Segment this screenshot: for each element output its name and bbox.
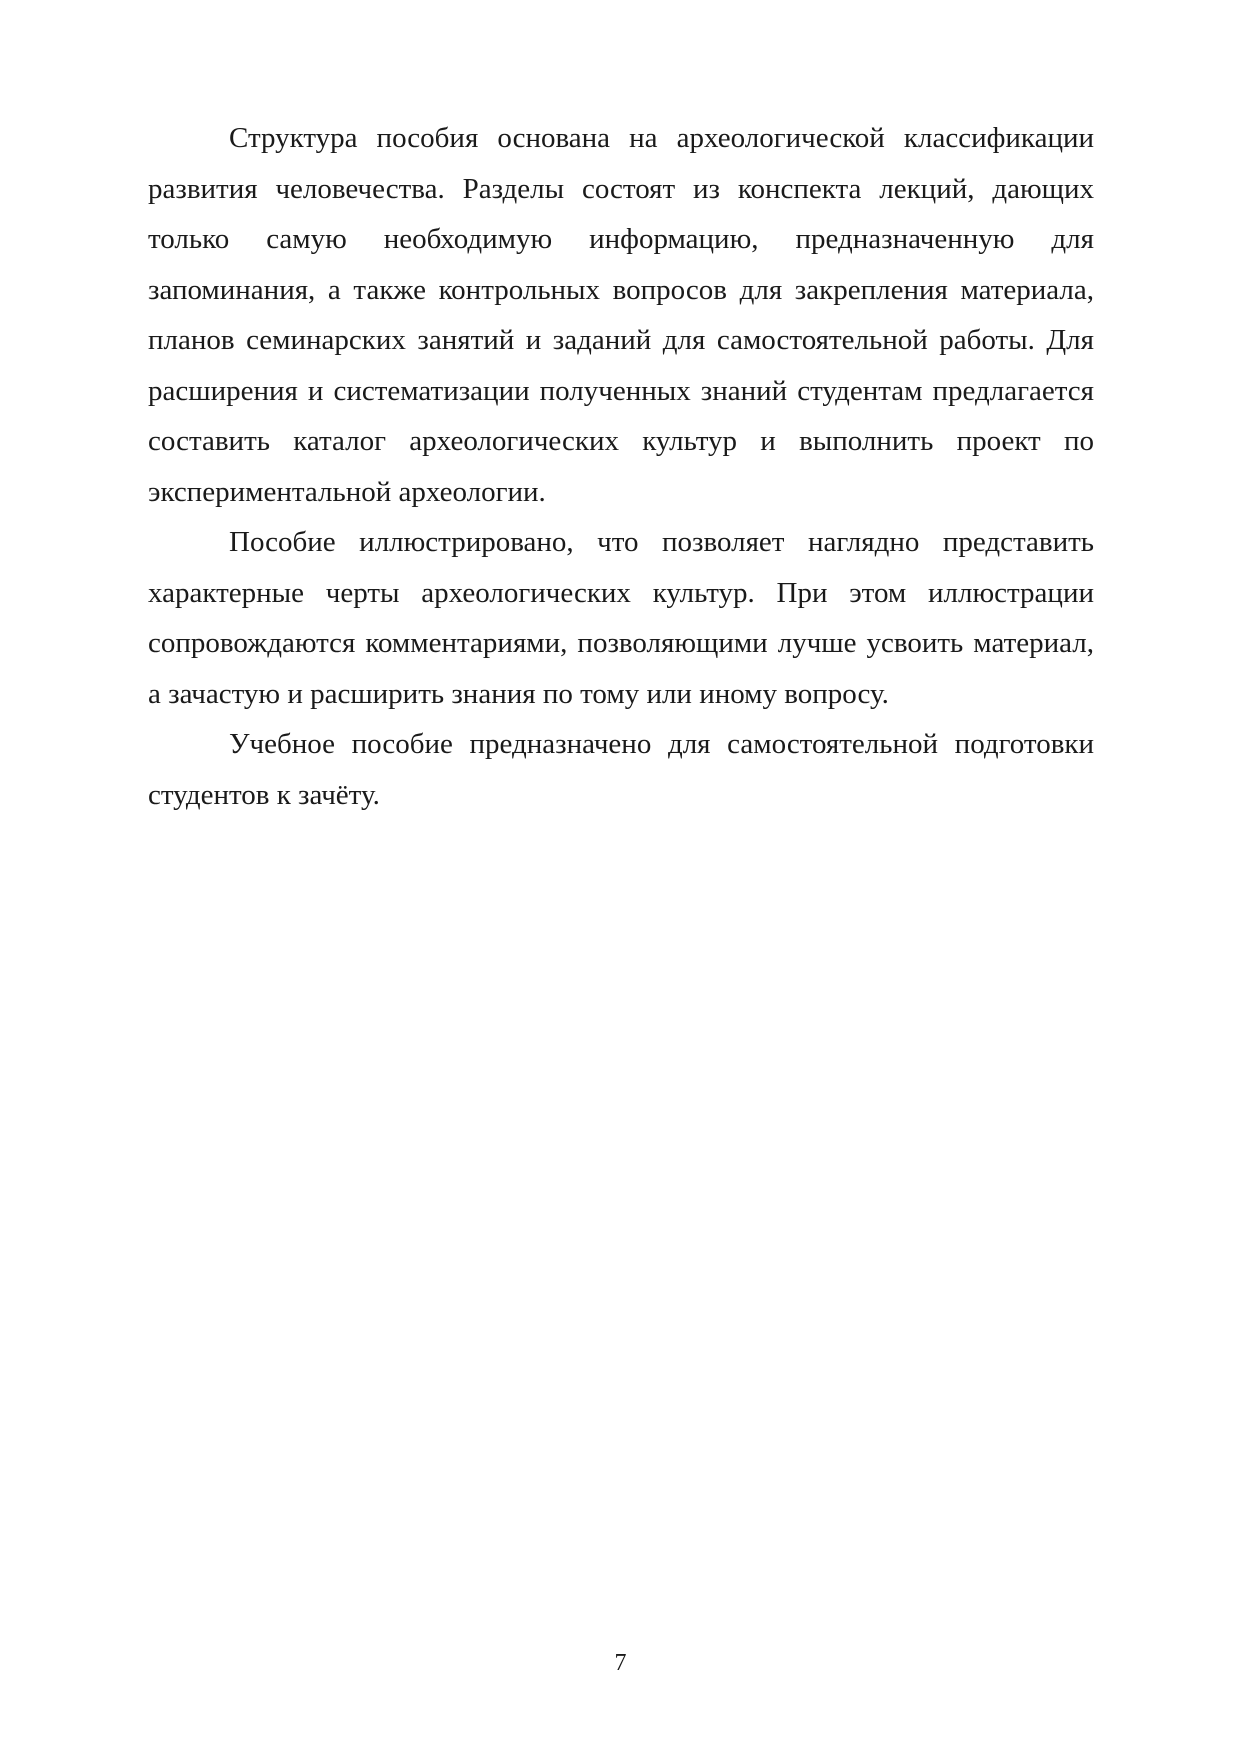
paragraph: Структура пособия основана на археологической классификации развития человечества. Разделы состоят из конспекта лекций, дающих только самую необходимую информацию, предназначенную для запоминания, а также контрольных вопросов для закрепления материала, планов семинарских занятий и заданий для самостоятельной работы. Для расширения и систематизации полученных знаний студентам предлагается составить каталог археологических культур и выполнить проект по экспериментальной археологии. [148, 122, 1094, 508]
paragraph: Пособие иллюстрировано, что позволяет наглядно представить характерные черты археологических культур. При этом иллюстрации сопровождаются комментариями, позволяющими лучше усвоить материал, а зачастую и расширить знания по тому или иному вопросу. [148, 526, 1094, 710]
paragraph: Учебное пособие предназначено для самостоятельной подготовки студентов к зачёту. [148, 728, 1094, 811]
body-text [148, 113, 1094, 820]
page-number: 7 [614, 1650, 627, 1676]
